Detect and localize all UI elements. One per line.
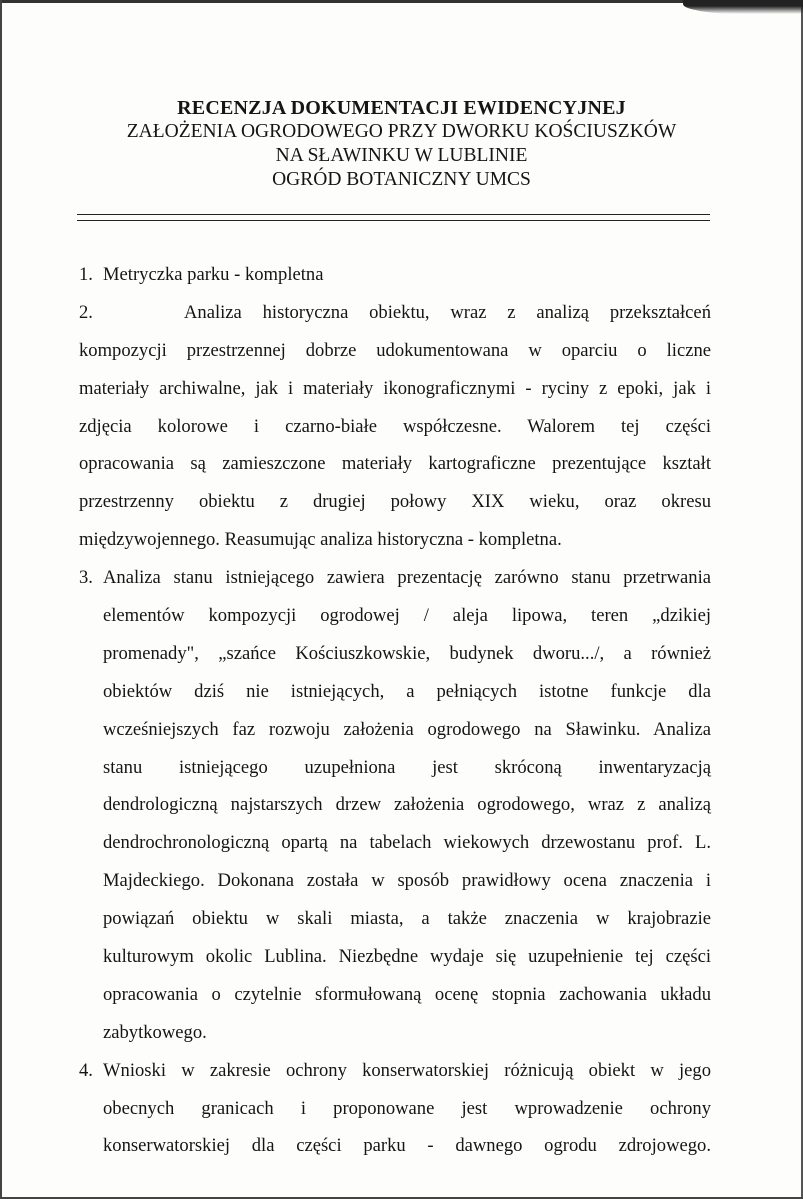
review-body	[79, 256, 711, 1165]
list-item-3-text-line-8: dendrochronologiczną opartą na tabelach wiekowych drzewostanu prof. L.	[103, 832, 711, 854]
scan-corner-mark	[683, 0, 803, 14]
list-item-3-text-line-10: powiązań obiektu w skali miasta, a także znaczenia w krajobrazie	[103, 908, 711, 930]
list-item-2-text-line-7: międzywojennego. Reasumując analiza historyczna - kompletna.	[79, 529, 562, 551]
header-double-rule	[77, 214, 710, 221]
list-item-1-line-1	[79, 256, 711, 294]
list-item-2-text-line-2: kompozycji przestrzennej dobrze udokumentowana w oparciu o liczne	[79, 339, 711, 361]
list-item-2-text-line-1: Analiza historyczna obiektu, wraz z analizą przekształceń	[184, 301, 711, 323]
list-item-2-text-line-6: przestrzenny obiektu z drugiej połowy XIX wieku, oraz okresu	[79, 491, 711, 513]
list-item-3-text-line-3: promenady", „szańce Kościuszkowskie, budynek dworu.../, a również	[103, 642, 711, 664]
list-item-2-text-line-4: zdjęcia kolorowe i czarno-białe współczesne. Walorem tej części	[79, 415, 711, 437]
list-item-3-number: 3.	[79, 567, 93, 589]
list-item-2-text-line-3: materiały archiwalne, jak i materiały ikonograficznymi - ryciny z epoki, jak i	[79, 377, 711, 399]
document-subtitle-line-2: NA SŁAWINKU W LUBLINIE	[275, 145, 528, 166]
list-item-3-text-line-2: elementów kompozycji ogrodowej / aleja lipowa, teren „dzikiej	[103, 605, 711, 627]
document-subtitle-line-3: OGRÓD BOTANICZNY UMCS	[272, 169, 531, 190]
document-subtitle-line-1: ZAŁOŻENIA OGRODOWEGO PRZY DWORKU KOŚCIUSZKÓW	[126, 121, 677, 142]
list-item-3-text-line-7: dendrologiczną najstarszych drzew założenia ogrodowego, wraz z analizą	[103, 794, 711, 816]
list-item-4-text-line-3: konserwatorskiej dla części parku - dawnego ogrodu zdrojowego.	[103, 1135, 711, 1157]
list-item-1-text: Metryczka parku - kompletna	[103, 264, 324, 285]
list-item-3-text-line-13: zabytkowego.	[103, 1021, 207, 1043]
list-item-3-text-line-12: opracowania o czytelnie sformułowaną ocenę stopnia zachowania układu	[103, 983, 711, 1005]
list-item-2-line-1	[79, 294, 711, 332]
list-item-2-number: 2.	[79, 301, 93, 323]
list-item-4-text-line-1: Wnioski w zakresie ochrony konserwatorskiej różnicują obiekt w jego	[103, 1059, 711, 1081]
list-item-4-number: 4.	[79, 1059, 93, 1081]
list-item-4-line-1	[79, 1052, 711, 1090]
list-item-2-text-line-5: opracowania są zamieszczone materiały kartograficzne prezentujące kształt	[79, 453, 711, 475]
list-item-1-number: 1.	[79, 264, 93, 285]
list-item-3-text-line-4: obiektów dziś nie istniejących, a pełniących istotne funkcje dla	[103, 680, 711, 702]
list-item-3-text-line-6: stanu istniejącego uzupełniona jest skróconą inwentaryzacją	[103, 756, 711, 778]
document-title: RECENZJA DOKUMENTACJI EWIDENCYJNEJ	[177, 97, 626, 119]
list-item-3-text-line-9: Majdeckiego. Dokonana została w sposób prawidłowy ocena znaczenia i	[103, 870, 711, 892]
list-item-3-text-line-5: wcześniejszych faz rozwoju założenia ogrodowego na Sławinku. Analiza	[103, 718, 711, 740]
list-item-3-line-1	[79, 559, 711, 597]
document-header	[0, 96, 803, 192]
list-item-3-text-line-11: kulturowym okolic Lublina. Niezbędne wydaje się uzupełnienie tej części	[103, 946, 711, 968]
list-item-3-text-line-1: Analiza stanu istniejącego zawiera prezentację zarówno stanu przetrwania	[103, 567, 711, 589]
list-item-4-text-line-2: obecnych granicach i proponowane jest wprowadzenie ochrony	[103, 1097, 711, 1119]
